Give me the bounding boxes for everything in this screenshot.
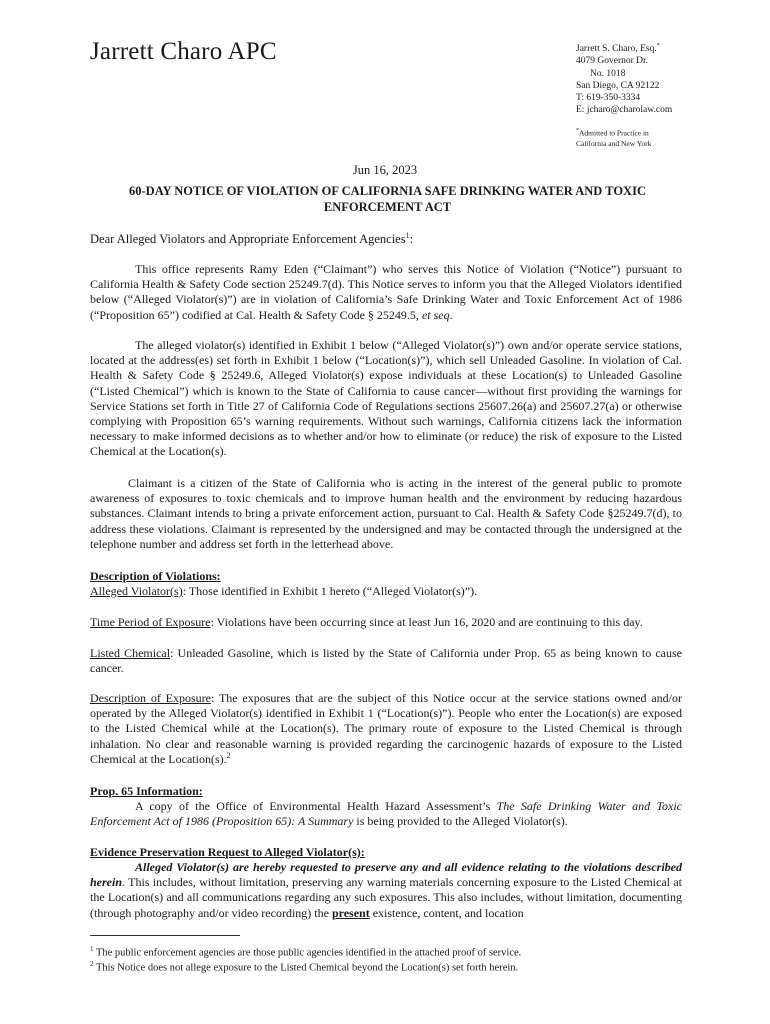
paragraph-claimant: Claimant is a citizen of the State of California who is acting in the interest of the general public to promote awareness of exposures to toxic chemicals and to improve human health and the environment by reducing hazardous substances. Claimant intends to bring a private enforcement action, pursuant to Cal. Health & Safety Code §25249.7(d), to address these violations. Claimant is represented by the undersigned and may be contacted through the undersigned at the telephone number and address set forth in the letterhead above. xyxy=(90,476,682,551)
email: E: jcharo@charolaw.com xyxy=(576,105,673,116)
evidence-heading: Evidence Preservation Request to Alleged Violator(s): xyxy=(90,845,365,859)
notice-title: 60-DAY NOTICE OF VIOLATION OF CALIFORNIA SAFE DRINKING WATER AND TOXIC ENFORCEMENT ACT xyxy=(129,184,646,214)
evidence-present: present xyxy=(331,905,370,920)
prop65-heading: Prop. 65 Information: xyxy=(90,784,203,798)
paragraph-violation: The alleged violator(s) identified in Exhibit 1 below (“Alleged Violator(s)”) own and/or operate service stations, located at the address(es) set forth in Exhibit 1 below (“Location(s)”), which sell Unleaded Gasoline. In violation of Cal. Health & Safety Code § 25249.6, Alleged Violator(s) expose individuals at these Location(s) to Unleaded Gasoline (“Listed Chemical”) which is known to the State of California to cause cancer—without first providing the warnings for Service Stations set forth in Title 27 of California Code of Regulations sections 25607.26(a) and 25607.27(a) or otherwise complying with Proposition 65’s warning requirements. Without such warnings, California citizens lack the information necessary to make informed decisions as to whether and/or how to eliminate (or reduce) the risk of exposure to the Listed Chemical at the Location(s). xyxy=(90,338,682,459)
footnote-2-text: This Notice does not allege exposure to the Listed Chemical beyond the Location(s) set forth herein. xyxy=(95,962,519,974)
prop65-end: is being provided to the Alleged Violator(s). xyxy=(353,814,568,829)
violator-text: : Those identified in Exhibit 1 hereto (“Alleged Violator(s)”). xyxy=(182,584,478,598)
salutation-text: Dear Alleged Violators and Appropriate Enforcement Agencies xyxy=(90,232,406,246)
prop65-title: The Safe Drinking Water and Toxic Enforcement Act of 1986 (Proposition 65): A Summary xyxy=(90,799,683,829)
exposure-label: Description of Exposure xyxy=(90,691,211,705)
phone: T: 619-350-3334 xyxy=(576,92,641,103)
chemical-text: : Unleaded Gasoline, which is listed by the State of California under Prop. 65 as being known to cause cancer. xyxy=(90,646,682,676)
evidence-end: existence, content, and location xyxy=(369,905,524,920)
footnote-1-text: The public enforcement agencies are those public agencies identified in the attached proof of service. xyxy=(95,947,522,959)
prop65-start: A copy of the Office of Environmental Health Hazard Assessment’s xyxy=(135,799,497,813)
footnote-1-num: 1 xyxy=(90,945,94,953)
attorney-name: Jarrett S. Charo, Esq. xyxy=(576,44,657,55)
prop65-text xyxy=(90,799,682,829)
chemical-line xyxy=(90,646,682,676)
para1-text: This office represents Ramy Eden (“Claimant”) who serves this Notice of Violation (“Notice”) pursuant to California Health & Safety Code section 25249.7(d). This Notice serves to inform you that the Alleged Violators identified below (“Alleged Violator(s)”) are in violation of California’s Safe Drinking Water and Toxic Enforcement Act of 1986 (“Proposition 65”) codified at Cal. Health & Safety Code § 25249.5, xyxy=(90,262,682,322)
period-text: : Violations have been occurring since at least Jun 16, 2020 and are continuing to this day. xyxy=(210,615,643,629)
evidence-text xyxy=(90,860,682,922)
chemical-label: Listed Chemical xyxy=(90,646,171,660)
violator-label: Alleged Violator(s) xyxy=(90,584,183,598)
salutation xyxy=(90,232,413,247)
notice-date: Jun 16, 2023 xyxy=(352,163,418,177)
footnote-2-num: 2 xyxy=(90,960,94,968)
period-line xyxy=(90,615,682,630)
letterhead-address xyxy=(576,40,672,149)
paragraph-intro xyxy=(90,262,682,323)
attorney-mark: * xyxy=(656,43,660,49)
evidence-request: Alleged Violator(s) are hereby requested to preserve any and all evidence relating to the violations described herein xyxy=(90,860,682,890)
note-line-1: Admitted to Practice in xyxy=(579,128,649,138)
exposure-text: : The exposures that are the subject of this Notice occur at the service stations owned and/or operated by the Alleged Violator(s) identified in Exhibit 1 (“Location(s)”). People who enter the Location(s) are exposed to the Listed Chemical while at the Location(s). The primary route of exposure to the Listed Chemical is through inhalation. No clear and reasonable warning is provided regarding the carcinogenic hazards of exposure to the Listed Chemical at the Location(s). xyxy=(90,691,682,766)
city: San Diego, CA 92122 xyxy=(576,80,660,91)
violator-line xyxy=(90,584,682,599)
footnote-ref-1: 1 xyxy=(405,230,410,240)
para1-end: . xyxy=(449,307,453,322)
para1-etseq: et seq xyxy=(421,307,450,322)
salutation-end: : xyxy=(409,232,414,246)
suite: No. 1018 xyxy=(590,68,626,79)
exposure-line xyxy=(90,691,682,767)
footnote-2 xyxy=(90,958,518,975)
period-label: Time Period of Exposure xyxy=(90,615,211,629)
admission-note xyxy=(576,126,672,149)
note-line-2: California and New York xyxy=(576,138,652,148)
footnote-ref-2: 2 xyxy=(226,750,231,760)
note-mark: * xyxy=(576,128,579,135)
firm-name: Jarrett Charo APC xyxy=(90,38,277,65)
street: 4079 Governor Dr. xyxy=(576,56,649,67)
violations-heading: Description of Violations: xyxy=(90,569,221,583)
evidence-body: . This includes, without limitation, preserving any warning materials concerning exposure to the Listed Chemical at the Location(s) and all communications regarding any such exposures. This also includes, without limitation, documenting (through photography and/or video recording) the xyxy=(90,875,682,920)
footnote-divider xyxy=(90,935,240,936)
